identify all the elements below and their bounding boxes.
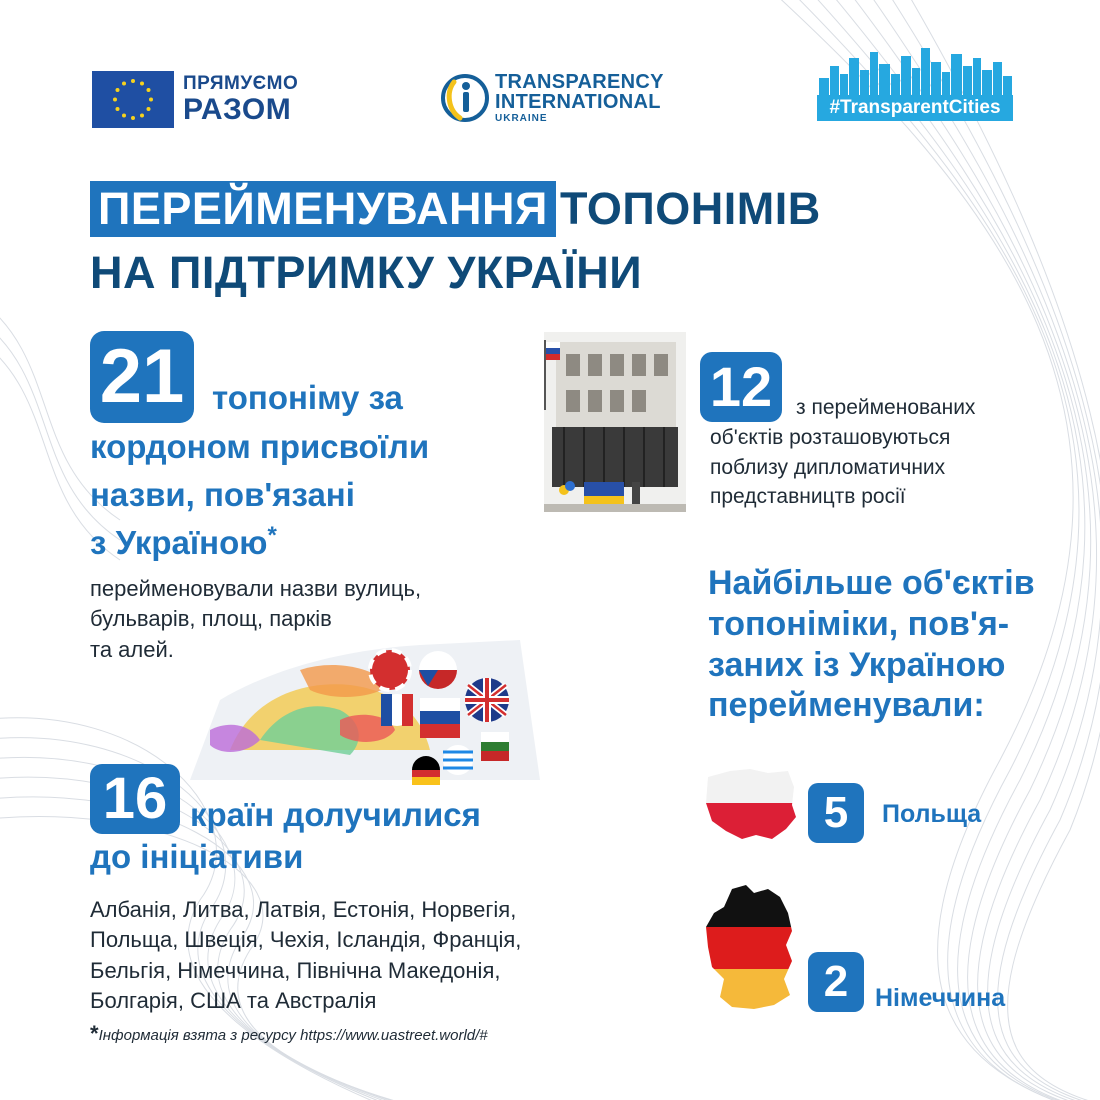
poland-count-badge: 5: [808, 783, 864, 843]
countries-line3: Бельгія, Німеччина, Північна Македонія,: [90, 957, 501, 983]
stat-21-line4-wrap: [90, 524, 277, 562]
countries-line4: Болгарія, США та Австралія: [90, 988, 377, 1014]
footnote-text: Інформація взята з ресурсу https://www.uastreet.world/#: [98, 1027, 488, 1044]
stat-21-badge: 21: [90, 331, 194, 423]
city-skyline-icon: [817, 44, 1013, 96]
germany-label: Німеччина: [875, 984, 1006, 1012]
stat-12-line1: з перейменованих: [796, 396, 976, 419]
stat-16-line2: до ініціативи: [90, 838, 304, 875]
transparency-international-text: [495, 72, 664, 124]
stat-21-asterisk: *: [267, 522, 277, 549]
title-highlight: ПЕРЕЙМЕНУВАННЯ: [90, 181, 556, 237]
ti-line2: INTERNATIONAL: [495, 91, 661, 113]
germany-count-badge: 2: [808, 952, 864, 1012]
stat-12-line2: об'єктів розташовуються: [710, 425, 951, 449]
eu-brand-text: [183, 74, 298, 125]
poland-map-icon: [702, 765, 798, 843]
stat-21-line4: з Україною: [90, 524, 268, 561]
most-renamed-line4: перейменували:: [708, 686, 985, 725]
footnote-star: *: [90, 1021, 99, 1046]
poland-label: Польща: [882, 800, 982, 828]
stat-16-line1: країн долучилися: [190, 796, 481, 833]
title-rest: ТОПОНІМІВ: [560, 183, 821, 234]
title-line2: НА ПІДТРИМКУ УКРАЇНИ: [90, 247, 643, 298]
eu-brand-line1: ПРЯМУЄМО: [183, 73, 299, 94]
stat-21-desc-line3: та алей.: [90, 636, 174, 662]
eu-flag-logo: [92, 71, 174, 128]
stat-21-line1: топоніму за: [212, 379, 403, 416]
footnote: [90, 1021, 488, 1053]
stat-16-badge: 16: [90, 764, 180, 834]
most-renamed-line2: топоніміки, пов'я-: [708, 604, 1010, 643]
stat-12-badge: 12: [700, 352, 782, 422]
transparent-cities-hashtag: #TransparentCities: [817, 95, 1013, 121]
countries-list: [90, 895, 590, 1016]
eu-brand-line2: РАЗОМ: [183, 93, 292, 126]
stat-12-line4: представництв росії: [710, 485, 906, 509]
stat-12-line3: поблизу дипломатичних: [710, 455, 946, 479]
stat-21-desc-line2: бульварів, площ, парків: [90, 606, 332, 632]
stat-21-desc-line1: перейменовували назви вулиць,: [90, 576, 422, 601]
stat-12-text: [710, 393, 975, 512]
transparency-international-logo-icon: [440, 70, 490, 126]
europe-map-flags-image: [190, 630, 540, 790]
most-renamed-line1: Найбільше об'єктів: [708, 564, 1035, 602]
germany-map-icon: [702, 883, 798, 1013]
ti-line1: TRANSPARENCY: [495, 71, 664, 93]
most-renamed-heading: [708, 563, 1035, 726]
countries-line2: Польща, Швеція, Чехія, Ісландія, Франція,: [90, 927, 522, 953]
countries-line1: Албанія, Литва, Латвія, Естонія, Норвегія,: [90, 897, 517, 922]
stat-21-line2: кордоном присвоїли: [90, 428, 430, 465]
most-renamed-line3: заних із Україною: [708, 645, 1006, 684]
embassy-photo: [544, 332, 686, 512]
ti-line3: UKRAINE: [495, 113, 548, 124]
stat-21-line3: назви, пов'язані: [90, 476, 355, 513]
